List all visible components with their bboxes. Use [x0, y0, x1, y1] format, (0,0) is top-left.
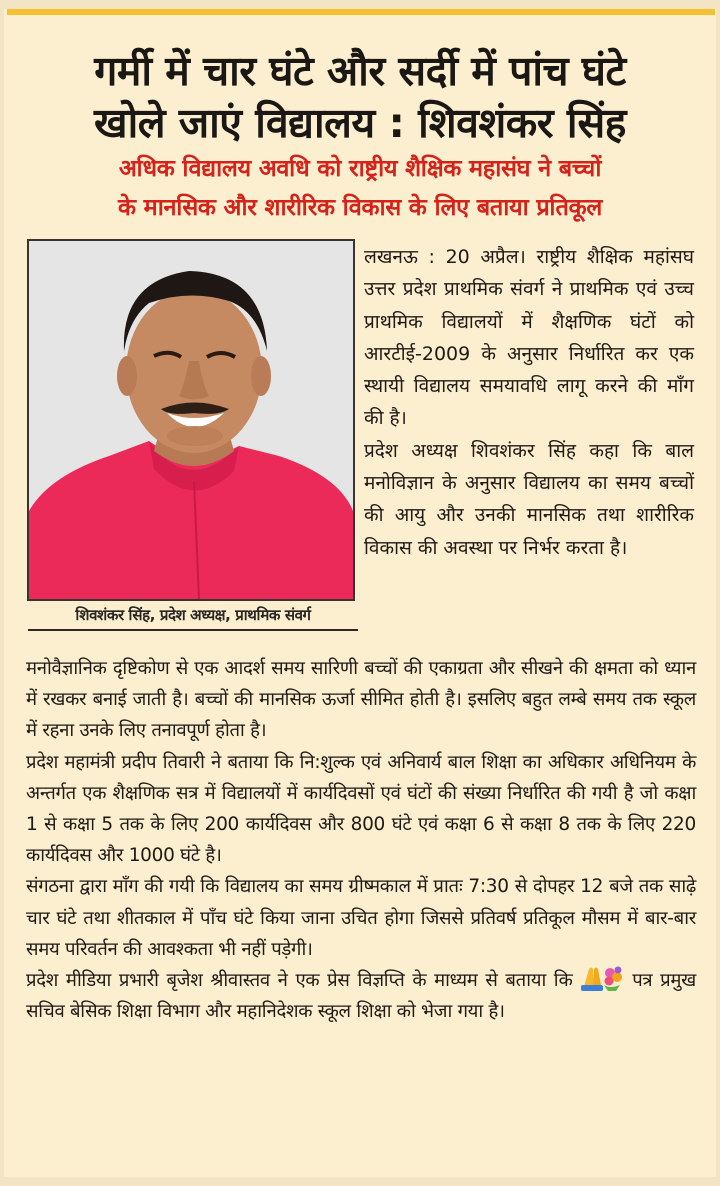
folded-hands-icon — [581, 968, 603, 992]
body-text — [26, 653, 696, 1027]
top-rule — [7, 9, 715, 15]
portrait-photo — [27, 239, 355, 601]
paragraph: प्रदेश अध्यक्ष शिवशंकर सिंह कहा कि बाल मनोविज्ञान के अनुसार विद्यालय का समय बच्चों की आयु और उनकी मानसिक तथा शारीरिक विकास की अवस्था पर निर्भर करता है। — [364, 439, 694, 559]
paragraph: संगठना द्वारा माँग की गयी कि विद्यालय का समय ग्रीष्मकाल में प्रातः 7:30 से दोपहर 12 बजे तक साढ़े चार घंटे तथा शीतकाल में पाँच घंटे किया जाना उचित होगा जिससे प्रतिवर्ष प्रतिकूल मौसम में बार-बार समय परिवर्तन की आवश्कता भी नहीं पड़ेगी। — [26, 876, 696, 960]
last-paragraph-start: प्रदेश मीडिया प्रभारी बृजेश श्रीवास्तव ने एक प्रेस विज्ञप्ति के माध्यम से बताया कि — [26, 970, 573, 992]
bouquet-icon — [604, 967, 622, 992]
headline-line-1: गर्मी में चार घंटे और सर्दी में पांच घंटे — [94, 47, 626, 95]
subheadline-line-2: के मानसिक और शारीरिक विकास के लिए बताया प्रतिकूल — [118, 193, 602, 221]
headline — [4, 45, 716, 149]
paragraph: प्रदेश महामंत्री प्रदीप तिवारी ने बताया कि नि:शुल्क एवं अनिवार्य बाल शिक्षा का अधिकार अधिनियम के अन्तर्गत एक शैक्षणिक सत्र में विद्यालयों में कार्यदिवसों एवं घंटों की संख्या निर्धारित की गयी है जो कक्षा 1 से कक्षा 5 तक के लिए 200 कार्यदिवस और 800 घंटे एवं कक्षा 6 से कक्षा 8 तक के लिए 220 कार्यदिवस और 1000 घंटे है। — [26, 751, 696, 867]
emoji-overlay — [580, 965, 624, 991]
headline-line-2: खोले जाएं विद्यालय : शिवशंकर सिंह — [94, 99, 626, 147]
paragraph: मनोवैज्ञानिक दृष्टिकोण से एक आदर्श समय सारिणी बच्चों की एकाग्रता और सीखने की क्षमता को ध्यान में रखकर बनाई जाती है। बच्चों की मानसिक ऊर्जा सीमित होती है। इसलिए बहुत लम्बे समय तक स्कूल में रहना उनके लिए तनावपूर्ण होता है। — [26, 658, 696, 742]
subheadline — [4, 149, 716, 227]
subheadline-line-1: अधिक विद्यालय अवधि को राष्ट्रीय शैक्षिक महासंघ ने बच्चों — [118, 154, 602, 182]
last-paragraph-end: पत्र प्रमुख सचिव बेसिक शिक्षा विभाग और महानिदेशक स्कूल शिक्षा को भेजा गया है। — [26, 970, 696, 1023]
paragraph: लखनऊ : 20 अप्रैल। राष्ट्रीय शैक्षिक महांसघ उत्तर प्रदेश प्राथमिक संवर्ग ने प्राथमिक एवं उच्च प्राथमिक विद्यालयों में शैक्षणिक घंटों को आरटीई-2009 के अनुसार निर्धारित कर एक स्थायी विद्यालय समयावधि लागू करने की माँग की है। — [364, 246, 694, 430]
newspaper-clipping — [4, 9, 716, 1177]
portrait-illustration — [29, 241, 353, 599]
paragraph-last — [26, 965, 696, 1027]
side-column-text — [364, 241, 694, 564]
photo-caption: शिवशंकर सिंह, प्रदेश अध्यक्ष, प्राथमिक संवर्ग — [28, 605, 358, 631]
